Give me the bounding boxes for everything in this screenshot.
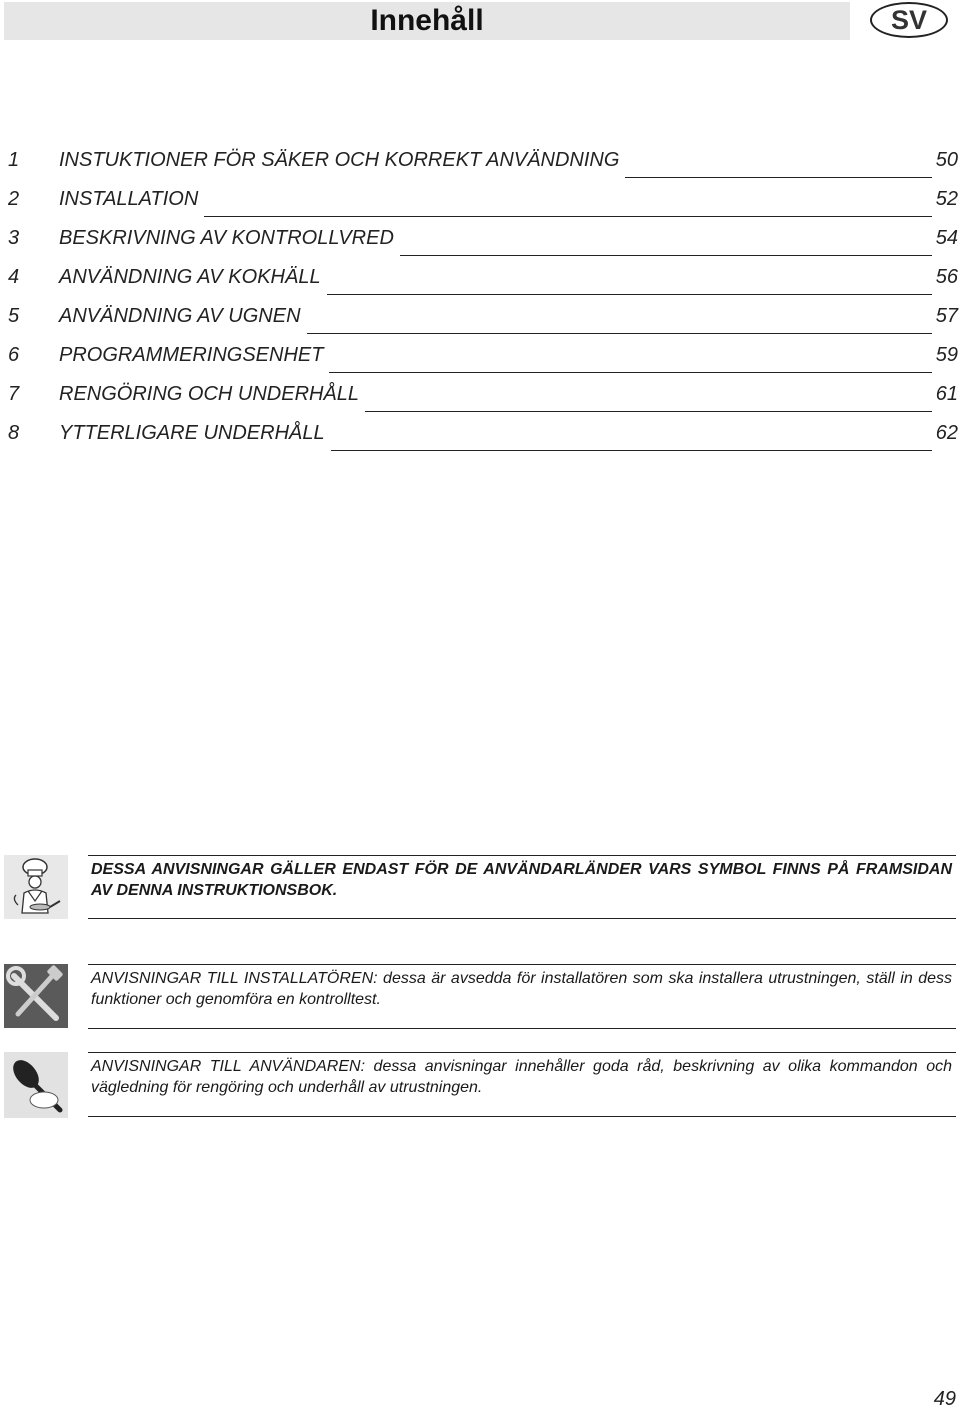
toc-page: 61 — [935, 383, 958, 405]
chef-icon — [4, 855, 68, 919]
toc-leader — [625, 151, 931, 178]
toc-title: ANVÄNDNING AV KOKHÄLL — [59, 266, 321, 288]
toc-leader — [307, 307, 932, 334]
toc-entry[interactable] — [0, 337, 960, 376]
toc-entry[interactable] — [0, 142, 960, 181]
toc-number: 3 — [8, 227, 20, 249]
toc-number: 7 — [8, 383, 20, 405]
note-user-text: ANVISNINGAR TILL ANVÄNDAREN: dessa anvisningar innehåller goda råd, beskrivning av olika kommandon och vägledning för rengöring och underhåll av utrustningen. — [91, 1058, 952, 1096]
toc-leader — [204, 190, 931, 217]
toc-page: 62 — [935, 422, 958, 444]
note-users-text: DESSA ANVISNINGAR GÄLLER ENDAST FÖR DE ANVÄNDARLÄNDER VARS SYMBOL FINNS PÅ FRAMSIDAN AV DENNA INSTRUKTIONSBOK. — [91, 861, 952, 899]
toc-entry[interactable] — [0, 415, 960, 454]
toc-page: 57 — [935, 305, 958, 327]
toc-title: RENGÖRING OCH UNDERHÅLL — [59, 383, 360, 405]
table-of-contents — [0, 142, 960, 454]
toc-entry[interactable] — [0, 220, 960, 259]
tools-icon — [4, 964, 68, 1028]
toc-number: 2 — [8, 188, 20, 210]
toc-title: YTTERLIGARE UNDERHÅLL — [59, 422, 325, 444]
toc-leader — [400, 229, 932, 256]
toc-entry[interactable] — [0, 259, 960, 298]
spoon-icon — [4, 1052, 68, 1118]
toc-number: 1 — [8, 149, 20, 171]
toc-page: 50 — [935, 149, 958, 171]
toc-leader — [329, 346, 931, 373]
toc-number: 5 — [8, 305, 20, 327]
page-number: 49 — [933, 1388, 956, 1410]
toc-title: PROGRAMMERINGSENHET — [59, 344, 324, 366]
divider — [88, 918, 956, 919]
toc-entry[interactable] — [0, 181, 960, 220]
divider — [88, 1028, 956, 1029]
toc-page: 59 — [935, 344, 958, 366]
toc-page: 56 — [935, 266, 958, 288]
toc-number: 4 — [8, 266, 20, 288]
toc-title: INSTUKTIONER FÖR SÄKER OCH KORREKT ANVÄNDNING — [59, 149, 620, 171]
toc-title: ANVÄNDNING AV UGNEN — [59, 305, 301, 327]
toc-entry[interactable] — [0, 298, 960, 337]
toc-number: 8 — [8, 422, 20, 444]
toc-page: 54 — [935, 227, 958, 249]
toc-entry[interactable] — [0, 376, 960, 415]
toc-leader — [327, 268, 932, 295]
toc-number: 6 — [8, 344, 20, 366]
toc-title: BESKRIVNING AV KONTROLLVRED — [59, 227, 394, 249]
toc-leader — [331, 424, 932, 451]
header-bar — [4, 2, 850, 40]
toc-page: 52 — [935, 188, 958, 210]
note-installer-text: ANVISNINGAR TILL INSTALLATÖREN: dessa är avsedda för installatören som ska installera utrustningen, ställ in dess funktioner och genomföra en kontrolltest. — [91, 970, 952, 1008]
divider — [88, 1116, 956, 1117]
toc-title: INSTALLATION — [59, 188, 199, 210]
toc-leader — [365, 385, 932, 412]
page-title: Innehåll — [370, 4, 484, 37]
language-badge: SV — [870, 2, 948, 38]
